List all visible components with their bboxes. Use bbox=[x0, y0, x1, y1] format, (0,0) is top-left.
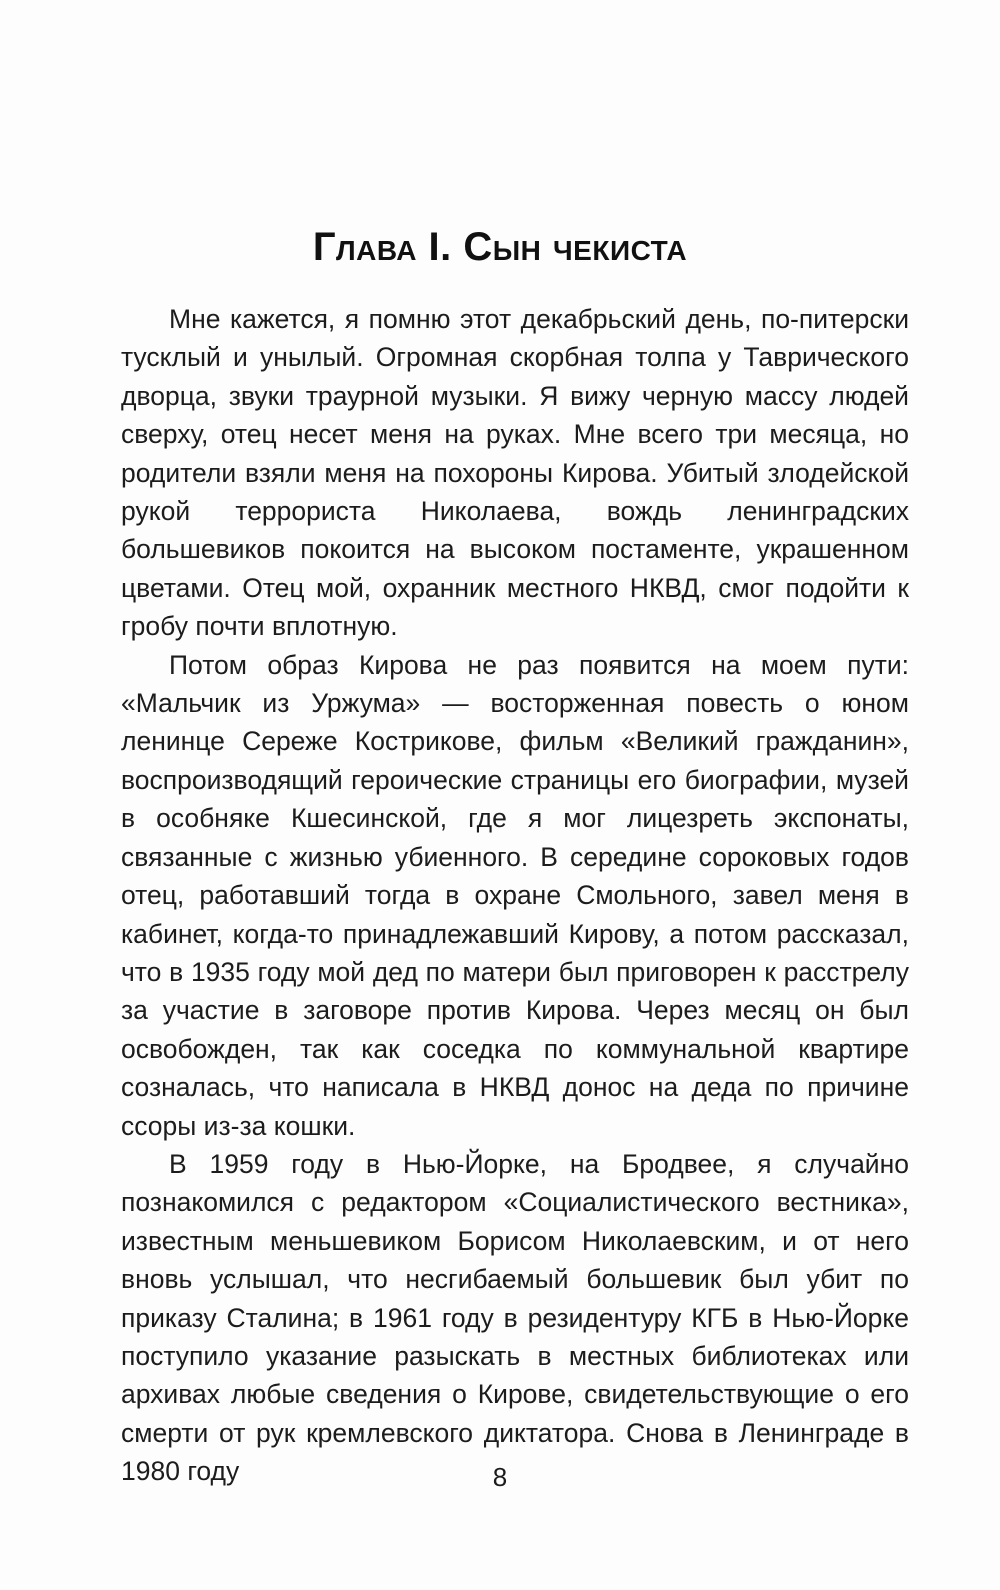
chapter-text bbox=[121, 300, 909, 1491]
paragraph-1: Мне кажется, я помню этот декабрьский день, по-питерски тусклый и унылый. Огромная скорбная толпа у Таврического дворца, звуки траурной музыки. Я вижу черную массу людей сверху, отец несет меня на руках. Мне всего три месяца, но родители взяли меня на похороны Кирова. Убитый злодейской рукой террориста Николаева, вождь ленинградских большевиков покоится на высоком постаменте, украшенном цветами. Отец мой, охранник местного НКВД, смог подойти к гробу почти вплотную. bbox=[121, 304, 909, 642]
paragraph-2: Потом образ Кирова не раз появится на моем пути: «Мальчик из Уржума» — восторженная повесть о юном ленинце Сереже Кострикове, фильм «Великий гражданин», воспроизводящий героические страницы его биографии, музей в особняке Кшесинской, где я мог лицезреть экспонаты, связанные с жизнью убиенного. В середине сороковых годов отец, работавший тогда в охране Смольного, завел меня в кабинет, когда-то принадлежавший Кирову, а потом рассказал, что в 1935 году мой дед по матери был приговорен к расстрелу за участие в заговоре против Кирова. Через месяц он был освобожден, так как соседка по коммунальной квартире созналась, что написала в НКВД донос на деда по причине ссоры из-за кошки. bbox=[121, 649, 909, 1141]
page-number: 8 bbox=[492, 1462, 508, 1492]
chapter-title: Глава I. Сын чекиста bbox=[312, 225, 688, 269]
paragraph-3: В 1959 году в Нью-Йорке, на Бродвее, я случайно познакомился с редактором «Социалистического вестника», известным меньшевиком Борисом Николаевским, и от него вновь услышал, что несгибаемый большевик был убит по приказу Сталина; в 1961 году в резидентуру КГБ в Нью-Йорке поступило указание разыскать в местных библиотеках или архивах любые сведения о Кирове, свидетельствующие о его смерти от рук кремлевского диктатора. Снова в Ленинграде в 1980 году bbox=[121, 1148, 909, 1487]
